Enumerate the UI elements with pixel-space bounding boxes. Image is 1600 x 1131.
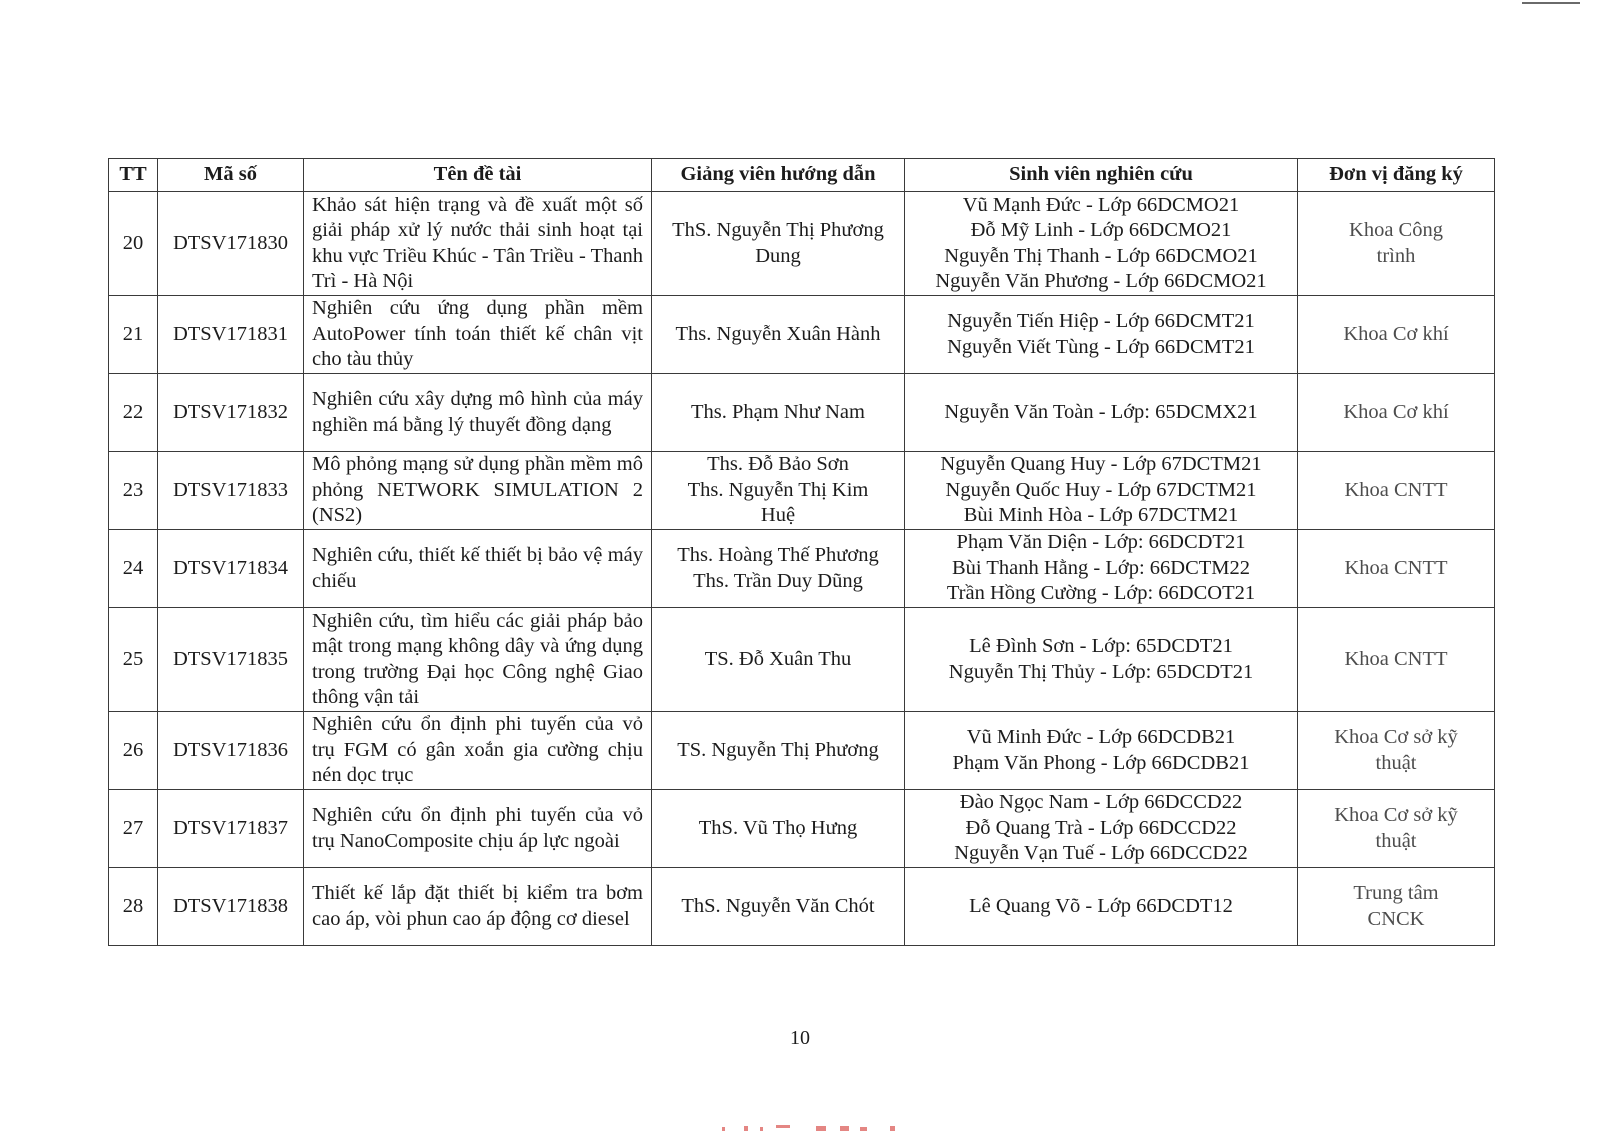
unit-line: Khoa CNTT (1344, 478, 1448, 501)
table-row (109, 192, 1495, 296)
student-entry: Lê Quang Võ - Lớp 66DCDT12 (969, 894, 1233, 917)
unit-line: CNCK (1367, 907, 1425, 930)
scan-edge-mark (1522, 2, 1580, 4)
lecturer-line: ThS. Nguyễn Văn Chót (681, 894, 875, 917)
table-row (109, 452, 1495, 530)
student-entry: Vũ Minh Đức - Lớp 66DCDB21 (966, 726, 1236, 748)
student-entry: Bùi Minh Hòa - Lớp 67DCTM21 (963, 504, 1239, 527)
lecturer-line: TS. Nguyễn Thị Phương (677, 738, 879, 761)
topic-code: DTSV171834 (158, 530, 304, 608)
students-cell (905, 868, 1298, 946)
topic-title: Khảo sát hiện trạng và đề xuất một số giải pháp xử lý nước thải sinh hoạt tại khu vực Triều Khúc - Tân Triều - Thanh Trì - Hà Nội (304, 192, 652, 296)
students-cell (905, 452, 1298, 530)
students-cell (905, 374, 1298, 452)
student-entry: Đào Ngọc Nam - Lớp 66DCCD22 (959, 791, 1243, 814)
unit-line: Khoa Cơ sở kỹ (1334, 804, 1458, 826)
unit-cell (1298, 192, 1495, 296)
header-lecturer: Giảng viên hướng dẫn (652, 159, 905, 192)
lecturer-line: ThS. Vũ Thọ Hưng (698, 816, 858, 839)
table-header-row (109, 159, 1495, 192)
student-entry: Nguyễn Thị Thủy - Lớp: 65DCDT21 (948, 660, 1254, 683)
unit-cell (1298, 296, 1495, 374)
student-entry: Bùi Thanh Hằng - Lớp: 66DCTM22 (951, 556, 1250, 579)
unit-cell (1298, 608, 1495, 712)
lecturer-cell (652, 868, 905, 946)
topic-code: DTSV171837 (158, 790, 304, 868)
table-row (109, 790, 1495, 868)
row-number: 23 (109, 452, 158, 530)
topic-title: Nghiên cứu xây dựng mô hình của máy nghiền má bằng lý thuyết đồng dạng (304, 374, 652, 452)
unit-line: Khoa Công (1349, 219, 1443, 241)
unit-line: Khoa Cơ khí (1343, 322, 1449, 345)
row-number: 24 (109, 530, 158, 608)
header-students: Sinh viên nghiên cứu (905, 159, 1298, 192)
header-title: Tên đề tài (304, 159, 652, 192)
lecturer-cell (652, 530, 905, 608)
students-cell (905, 608, 1298, 712)
unit-line: thuật (1375, 829, 1417, 852)
topic-code: DTSV171836 (158, 712, 304, 790)
student-entry: Phạm Văn Diện - Lớp: 66DCDT21 (956, 531, 1246, 554)
student-entry: Trần Hồng Cường - Lớp: 66DCOT21 (946, 582, 1256, 605)
unit-line: Trung tâm (1353, 882, 1439, 904)
student-entry: Đỗ Mỹ Linh - Lớp 66DCMO21 (970, 219, 1232, 241)
table-row (109, 374, 1495, 452)
lecturer-cell (652, 790, 905, 868)
student-entry: Vũ Mạnh Đức - Lớp 66DCMO21 (962, 193, 1240, 216)
red-stamp-fragment (720, 1124, 920, 1131)
header-tt: TT (109, 159, 158, 192)
page-number: 10 (790, 1027, 810, 1049)
table-row (109, 712, 1495, 790)
header-unit: Đơn vị đăng ký (1298, 159, 1495, 192)
header-code: Mã số (158, 159, 304, 192)
topic-title: Nghiên cứu, tìm hiểu các giải pháp bảo mật trong mạng không dây và ứng dụng trong trường Đại học Công nghệ Giao thông vận tải (304, 608, 652, 712)
unit-line: thuật (1375, 751, 1417, 774)
topic-code: DTSV171833 (158, 452, 304, 530)
topic-title: Mô phỏng mạng sử dụng phần mềm mô phỏng NETWORK SIMULATION 2 (NS2) (304, 452, 652, 530)
lecturer-cell (652, 452, 905, 530)
row-number: 27 (109, 790, 158, 868)
table-row (109, 530, 1495, 608)
research-topics-table (108, 158, 1495, 946)
lecturer-line: Huệ (760, 504, 796, 527)
students-cell (905, 530, 1298, 608)
lecturer-cell (652, 712, 905, 790)
row-number: 26 (109, 712, 158, 790)
topic-code: DTSV171838 (158, 868, 304, 946)
unit-line: Khoa CNTT (1344, 647, 1448, 670)
unit-cell (1298, 530, 1495, 608)
student-entry: Nguyễn Vạn Tuế - Lớp 66DCCD22 (954, 842, 1248, 865)
student-entry: Nguyễn Tiến Hiệp - Lớp 66DCMT21 (947, 310, 1255, 332)
student-entry: Nguyễn Quốc Huy - Lớp 67DCTM21 (945, 478, 1257, 501)
unit-cell (1298, 452, 1495, 530)
lecturer-line: Ths. Trần Duy Dũng (693, 569, 863, 592)
topic-title: Nghiên cứu ổn định phi tuyến của vỏ trụ FGM có gân xoắn gia cường chịu nén dọc trục (304, 712, 652, 790)
unit-cell (1298, 712, 1495, 790)
student-entry: Nguyễn Văn Toàn - Lớp: 65DCMX21 (944, 400, 1258, 423)
students-cell (905, 712, 1298, 790)
lecturer-cell (652, 296, 905, 374)
unit-line: Khoa CNTT (1344, 556, 1448, 579)
unit-cell (1298, 790, 1495, 868)
table-row (109, 608, 1495, 712)
student-entry: Lê Đình Sơn - Lớp: 65DCDT21 (969, 635, 1233, 657)
topic-code: DTSV171835 (158, 608, 304, 712)
row-number: 25 (109, 608, 158, 712)
lecturer-line: Ths. Hoàng Thế Phương (677, 544, 879, 566)
student-entry: Đỗ Quang Trà - Lớp 66DCCD22 (965, 816, 1237, 839)
lecturer-line: Ths. Nguyễn Xuân Hành (675, 322, 881, 345)
topic-title: Nghiên cứu ổn định phi tuyến của vỏ trụ NanoComposite chịu áp lực ngoài (304, 790, 652, 868)
lecturer-line: Ths. Phạm Như Nam (691, 400, 865, 423)
student-entry: Nguyễn Thị Thanh - Lớp 66DCMO21 (944, 244, 1258, 267)
lecturer-line: Ths. Nguyễn Thị Kim (687, 478, 869, 501)
row-number: 22 (109, 374, 158, 452)
lecturer-cell (652, 374, 905, 452)
unit-line: Khoa Cơ khí (1343, 400, 1449, 423)
topic-code: DTSV171832 (158, 374, 304, 452)
row-number: 21 (109, 296, 158, 374)
student-entry: Nguyễn Quang Huy - Lớp 67DCTM21 (940, 453, 1262, 476)
unit-line: Khoa Cơ sở kỹ (1334, 726, 1458, 748)
unit-cell (1298, 868, 1495, 946)
table-row (109, 868, 1495, 946)
topic-code: DTSV171830 (158, 192, 304, 296)
unit-cell (1298, 374, 1495, 452)
unit-line: trình (1376, 244, 1416, 267)
student-entry: Nguyễn Viết Tùng - Lớp 66DCMT21 (947, 335, 1255, 358)
row-number: 20 (109, 192, 158, 296)
row-number: 28 (109, 868, 158, 946)
topic-title: Thiết kế lắp đặt thiết bị kiểm tra bơm cao áp, vòi phun cao áp động cơ diesel (304, 868, 652, 946)
lecturer-line: TS. Đỗ Xuân Thu (704, 647, 852, 670)
lecturer-line: ThS. Nguyễn Thị Phương (672, 219, 884, 241)
lecturer-cell (652, 192, 905, 296)
students-cell (905, 192, 1298, 296)
student-entry: Nguyễn Văn Phương - Lớp 66DCMO21 (935, 270, 1267, 292)
table-row (109, 296, 1495, 374)
student-entry: Phạm Văn Phong - Lớp 66DCDB21 (952, 751, 1250, 774)
students-cell (905, 296, 1298, 374)
topic-code: DTSV171831 (158, 296, 304, 374)
lecturer-line: Dung (755, 244, 801, 267)
lecturer-line: Ths. Đỗ Bảo Sơn (707, 453, 849, 476)
students-cell (905, 790, 1298, 868)
topic-title: Nghiên cứu ứng dụng phần mềm AutoPower tính toán thiết kế chân vịt cho tàu thủy (304, 296, 652, 374)
lecturer-cell (652, 608, 905, 712)
topic-title: Nghiên cứu, thiết kế thiết bị bảo vệ máy chiếu (304, 530, 652, 608)
